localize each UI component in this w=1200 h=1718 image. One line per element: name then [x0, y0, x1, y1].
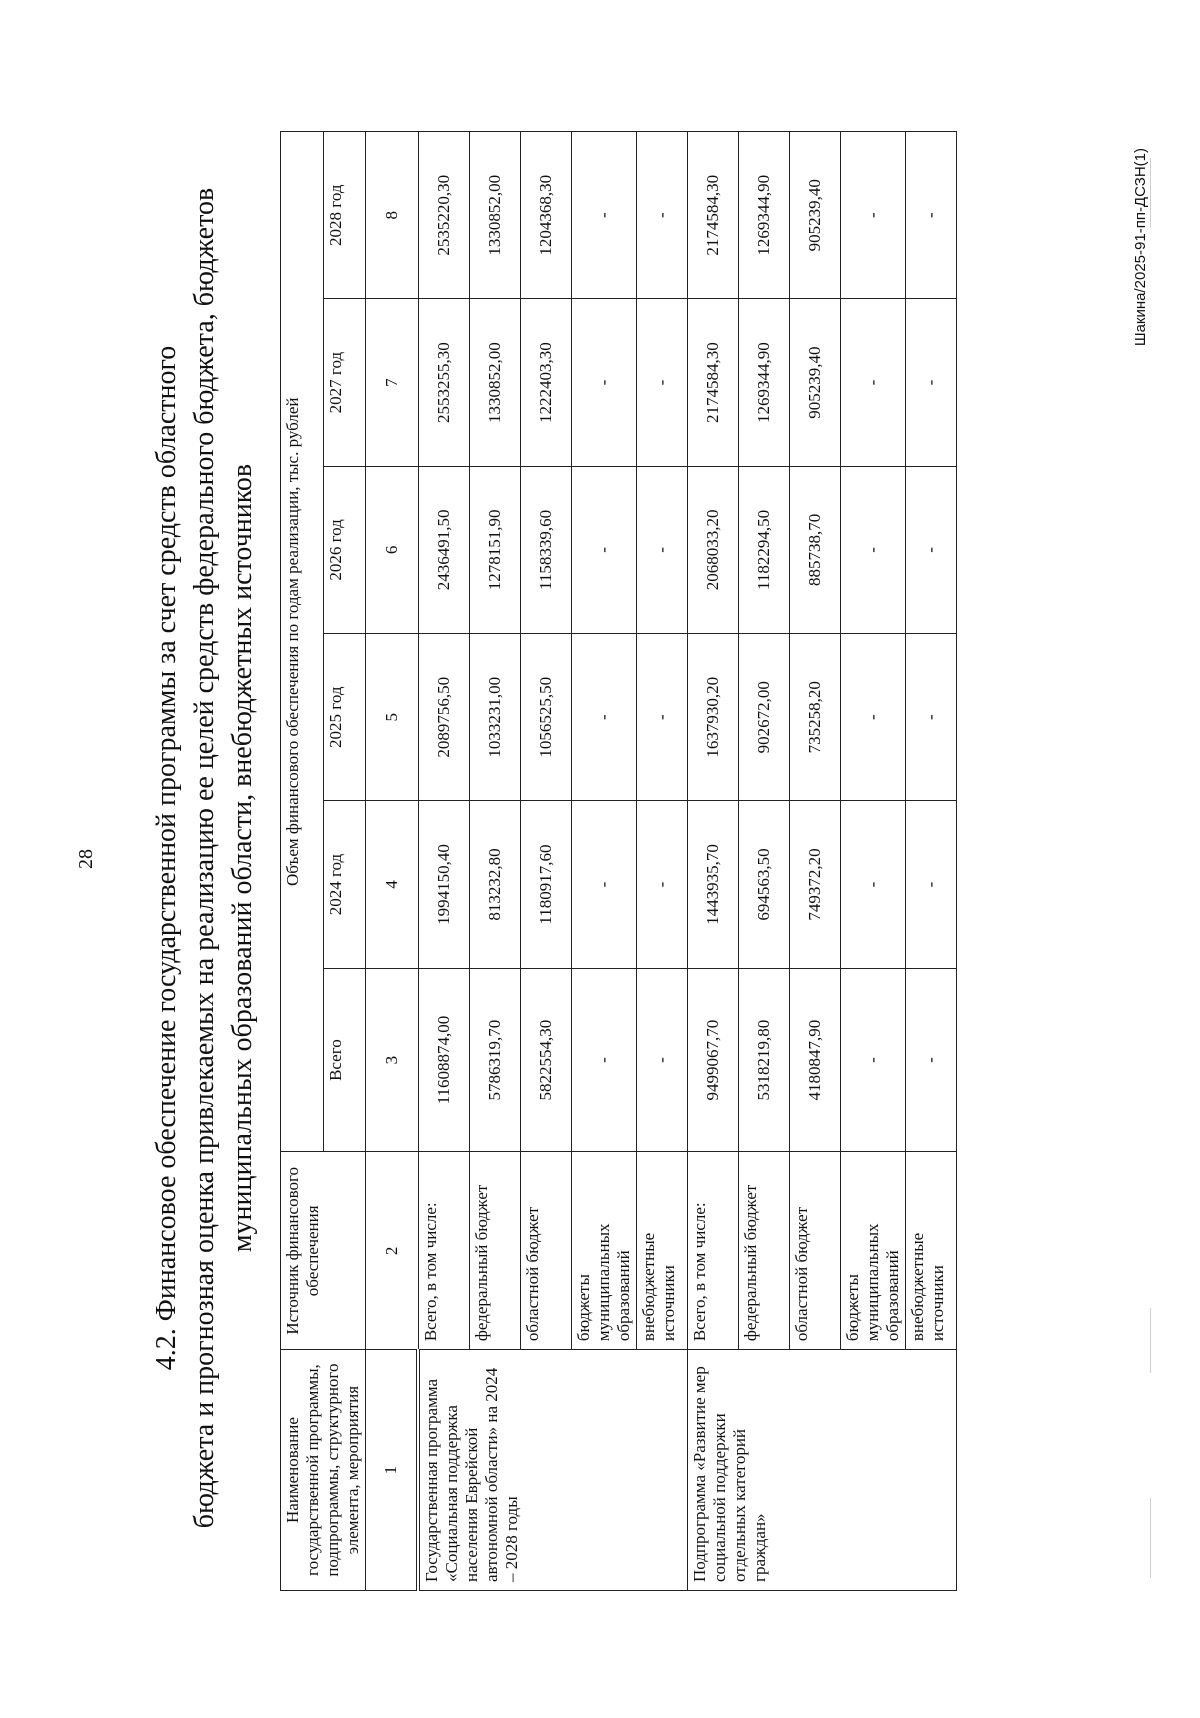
index-cell: 7: [366, 299, 419, 466]
value-cell: -: [636, 299, 687, 466]
value-cell: -: [571, 801, 636, 968]
value-cell: 2089756,50: [418, 634, 469, 801]
header-year: 2025 год: [323, 634, 366, 801]
value-cell: -: [571, 466, 636, 633]
value-cell: 1222403,30: [520, 299, 571, 466]
source-cell: бюджеты муниципальных образований: [571, 1152, 636, 1350]
value-cell: -: [840, 634, 905, 801]
index-cell: 6: [366, 466, 419, 633]
scan-artifact: [1150, 1308, 1151, 1373]
value-cell: 1182294,50: [738, 466, 789, 633]
header-year: Всего: [323, 968, 366, 1152]
value-cell: -: [636, 968, 687, 1152]
index-cell: 5: [366, 634, 419, 801]
value-cell: 2553255,30: [418, 299, 469, 466]
scan-artifact: [1150, 158, 1151, 228]
value-cell: -: [905, 132, 956, 299]
value-cell: -: [840, 132, 905, 299]
header-year: 2024 год: [323, 801, 366, 968]
value-cell: -: [840, 299, 905, 466]
header-year: 2028 год: [323, 132, 366, 299]
value-cell: -: [905, 801, 956, 968]
title-line: 4.2. Финансовое обеспечение государственной программы за счет средств областного: [151, 345, 182, 1371]
value-cell: 4180847,90: [789, 968, 840, 1152]
index-cell: 4: [366, 801, 419, 968]
value-cell: 5318219,80: [738, 968, 789, 1152]
value-cell: -: [571, 299, 636, 466]
value-cell: 905239,40: [789, 132, 840, 299]
value-cell: -: [571, 132, 636, 299]
source-cell: внебюджетные источники: [636, 1152, 687, 1350]
header-year: 2027 год: [323, 299, 366, 466]
value-cell: 11608874,00: [418, 968, 469, 1152]
value-cell: 5786319,70: [469, 968, 520, 1152]
value-cell: 1443935,70: [687, 801, 738, 968]
value-cell: -: [636, 801, 687, 968]
value-cell: 1637930,20: [687, 634, 738, 801]
index-cell: 1: [366, 1350, 419, 1591]
value-cell: -: [905, 299, 956, 466]
value-cell: 905239,40: [789, 299, 840, 466]
source-cell: федеральный бюджет: [469, 1152, 520, 1350]
value-cell: 1056525,50: [520, 634, 571, 801]
value-cell: -: [571, 634, 636, 801]
index-cell: 8: [366, 132, 419, 299]
value-cell: 1330852,00: [469, 132, 520, 299]
value-cell: 813232,80: [469, 801, 520, 968]
value-cell: 1269344,90: [738, 132, 789, 299]
value-cell: -: [905, 968, 956, 1152]
table-row: [687, 132, 738, 1591]
financing-table: [280, 131, 957, 1591]
value-cell: 2436491,50: [418, 466, 469, 633]
value-cell: 2068033,20: [687, 466, 738, 633]
value-cell: 1204368,30: [520, 132, 571, 299]
value-cell: 694563,50: [738, 801, 789, 968]
title-line: бюджета и прогнозная оценка привлекаемых на реализацию ее целей средств федерального бюджета, бюджетов: [189, 187, 220, 1529]
value-cell: 9499067,70: [687, 968, 738, 1152]
source-cell: областной бюджет: [789, 1152, 840, 1350]
value-cell: 1158339,60: [520, 466, 571, 633]
header-name: Наименование государственной программы, подпрограммы, структурного элемента, мероприятия: [281, 1350, 366, 1591]
index-cell: 3: [366, 968, 419, 1152]
value-cell: 5822554,30: [520, 968, 571, 1152]
value-cell: 1994150,40: [418, 801, 469, 968]
scan-artifact: [1150, 1498, 1151, 1578]
source-cell: Всего, в том числе:: [418, 1152, 469, 1350]
value-cell: -: [636, 634, 687, 801]
value-cell: 885738,70: [789, 466, 840, 633]
index-row: [366, 132, 419, 1591]
value-cell: 2174584,30: [687, 299, 738, 466]
source-cell: внебюджетные источники: [905, 1152, 956, 1350]
source-cell: федеральный бюджет: [738, 1152, 789, 1350]
value-cell: 902672,00: [738, 634, 789, 801]
value-cell: 2535220,30: [418, 132, 469, 299]
index-cell: 2: [366, 1152, 419, 1350]
title-line: муниципальных образований области, внебюджетных источников: [227, 463, 258, 1253]
value-cell: -: [636, 132, 687, 299]
header-group: Объем финансового обеспечения по годам реализации, тыс. рублей: [281, 132, 324, 1152]
value-cell: 1033231,00: [469, 634, 520, 801]
subprogram-name: Подпрограмма «Развитие мер социальной поддержки отдельных категорий граждан»: [687, 1350, 956, 1591]
value-cell: 1278151,90: [469, 466, 520, 633]
header-source: Источник финансового обеспечения: [281, 1152, 366, 1350]
page-number: 28: [75, 849, 97, 869]
value-cell: -: [905, 634, 956, 801]
value-cell: -: [840, 466, 905, 633]
value-cell: 1330852,00: [469, 299, 520, 466]
value-cell: 749372,20: [789, 801, 840, 968]
section-title: [148, 158, 262, 1558]
value-cell: 1269344,90: [738, 299, 789, 466]
value-cell: -: [571, 968, 636, 1152]
document-code: Шакина/2025-91-пп-ДСЗН(1): [1132, 148, 1149, 347]
value-cell: 1180917,60: [520, 801, 571, 968]
value-cell: -: [840, 801, 905, 968]
table-row: [418, 132, 469, 1591]
value-cell: -: [905, 466, 956, 633]
source-cell: бюджеты муниципальных образований: [840, 1152, 905, 1350]
source-cell: Всего, в том числе:: [687, 1152, 738, 1350]
value-cell: -: [840, 968, 905, 1152]
program-name: Государственная программа «Социальная поддержка населения Еврейской автономной области» на 2024 – 2028 годы: [418, 1350, 687, 1591]
source-cell: областной бюджет: [520, 1152, 571, 1350]
value-cell: 2174584,30: [687, 132, 738, 299]
header-year: 2026 год: [323, 466, 366, 633]
value-cell: -: [636, 466, 687, 633]
value-cell: 735258,20: [789, 634, 840, 801]
